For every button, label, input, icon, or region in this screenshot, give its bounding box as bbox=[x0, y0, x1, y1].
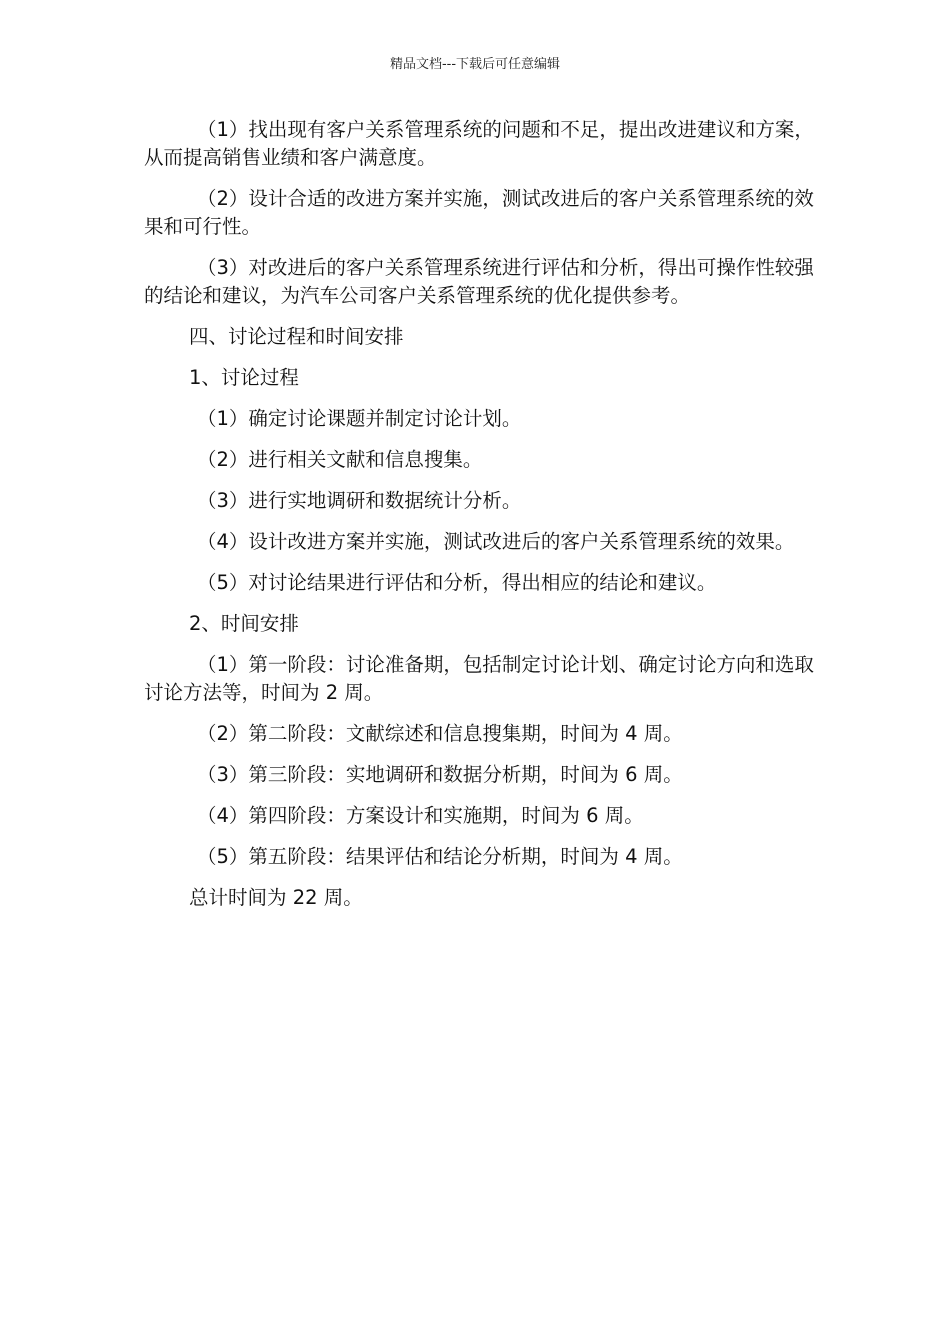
process-step-4: （4）设计改进方案并实施，测试改进后的客户关系管理系统的效果。 bbox=[197, 530, 795, 553]
objective-2-paragraph: （2）设计合适的改进方案并实施，测试改进后的客户关系管理系统的效果和可行性。 bbox=[144, 187, 814, 238]
schedule-phase-2: （2）第二阶段：文献综述和信息搜集期，时间为 4 周。 bbox=[197, 722, 683, 745]
subsection-schedule-heading: 2、时间安排 bbox=[189, 612, 299, 635]
schedule-phase-5: （5）第五阶段：结果评估和结论分析期，时间为 4 周。 bbox=[197, 845, 683, 868]
section-four-heading: 四、讨论过程和时间安排 bbox=[189, 325, 404, 348]
process-step-3: （3）进行实地调研和数据统计分析。 bbox=[197, 489, 522, 512]
process-step-1: （1）确定讨论课题并制定讨论计划。 bbox=[197, 407, 522, 430]
schedule-phase-1: （1）第一阶段：讨论准备期，包括制定讨论计划、确定讨论方向和选取讨论方法等，时间为 2 周。 bbox=[144, 653, 814, 704]
schedule-phase-4: （4）第四阶段：方案设计和实施期，时间为 6 周。 bbox=[197, 804, 644, 827]
schedule-phase-3: （3）第三阶段：实地调研和数据分析期，时间为 6 周。 bbox=[197, 763, 683, 786]
process-step-5: （5）对讨论结果进行评估和分析，得出相应的结论和建议。 bbox=[197, 571, 717, 594]
subsection-process-heading: 1、讨论过程 bbox=[189, 366, 299, 389]
objective-1-paragraph: （1）找出现有客户关系管理系统的问题和不足，提出改进建议和方案，从而提高销售业绩和客户满意度。 bbox=[144, 118, 814, 169]
process-step-2: （2）进行相关文献和信息搜集。 bbox=[197, 448, 483, 471]
page-header: 精品文档---下载后可任意编辑 bbox=[389, 57, 561, 72]
document-body bbox=[144, 116, 819, 925]
schedule-total: 总计时间为 22 周。 bbox=[189, 886, 363, 909]
objective-3-paragraph: （3）对改进后的客户关系管理系统进行评估和分析，得出可操作性较强的结论和建议，为汽车公司客户关系管理系统的优化提供参考。 bbox=[144, 256, 814, 307]
